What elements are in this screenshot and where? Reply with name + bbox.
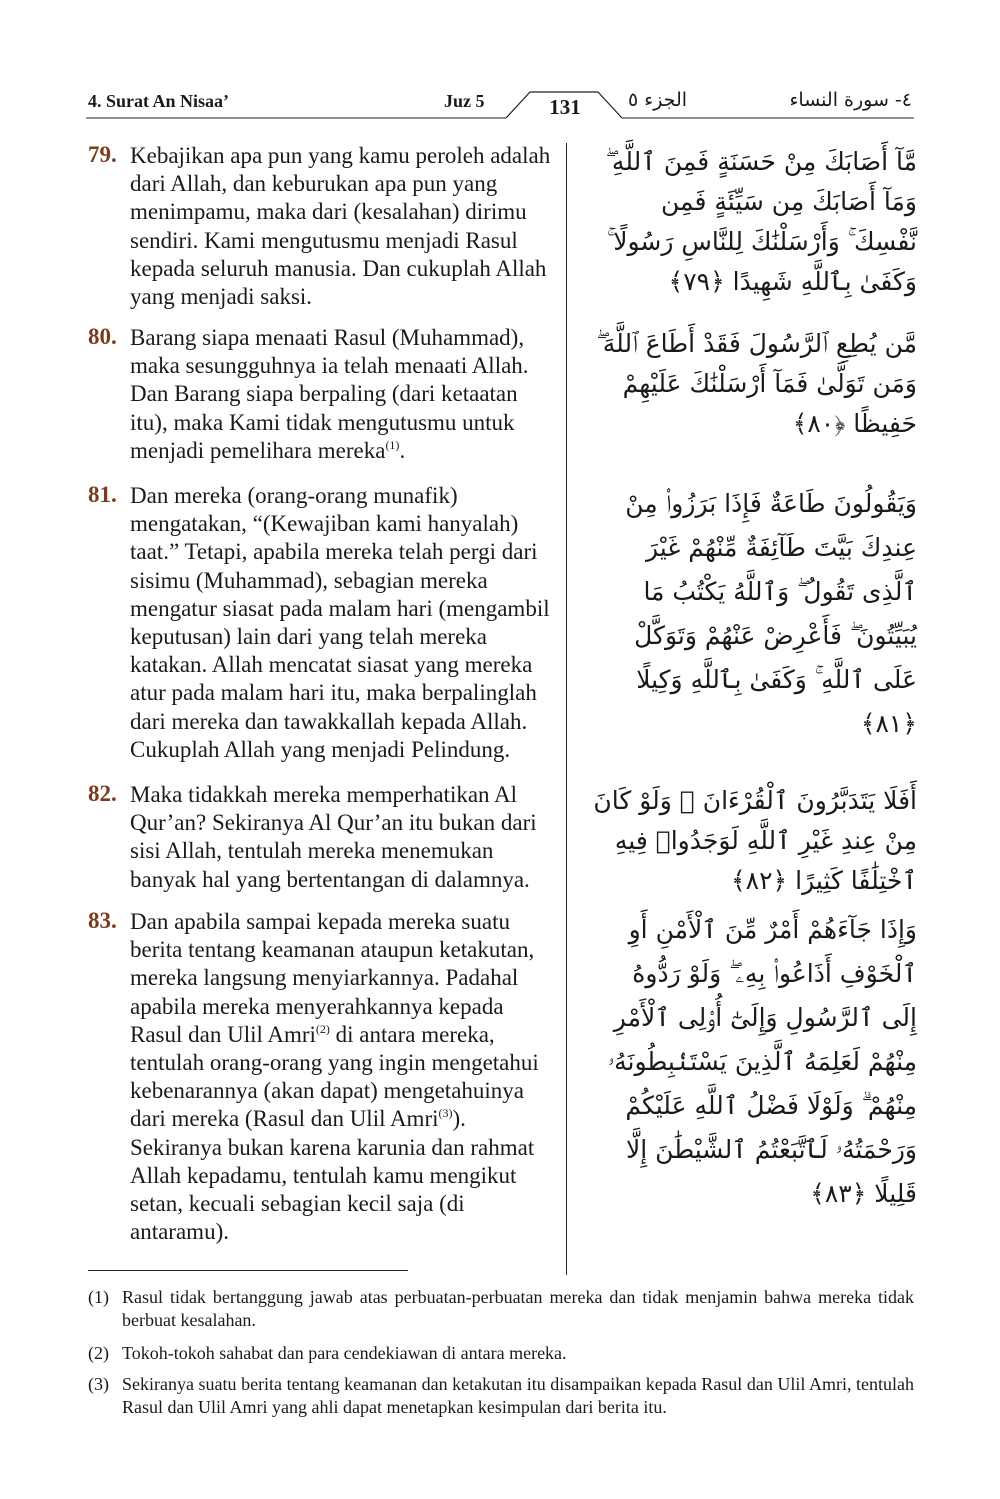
column-divider: [566, 143, 567, 1275]
verse-arabic: مَّن يُطِعِ ٱلرَّسُولَ فَقَدْ أَطَاعَ ٱللَّهَ ۖ وَمَن تَوَلَّىٰ فَمَآ أَرْسَلْنَٰكَ عَلَيْهِمْ حَفِيظًا ﴿٨٠﴾: [596, 329, 917, 438]
verse-translation-end: .: [399, 437, 406, 463]
page-number: 131: [549, 95, 581, 119]
verse-translation-text: Barang siapa menaati Rasul (Muhammad), maka sesungguhnya ia telah menaati Allah. Dan Barang siapa berpaling (dari ketaatan itu), maka Kami tidak mengutusmu untuk menjadi pemelihara mereka: [130, 325, 529, 463]
verse-translation: Kebajikan apa pun yang kamu peroleh adalah dari Allah, dan keburukan apa pun yang menimpamu, maka dari (kesalahan) dirimu sendiri. Kami mengutusmu menjadi Rasul kepada seluruh manusia. Dan cukuplah Allah yang menjadi saksi.: [130, 143, 551, 310]
verse-arabic: وَإِذَا جَآءَهُمْ أَمْرٌ مِّنَ ٱلْأَمْنِ أَوِ ٱلْخَوْفِ أَذَاعُوا۟ بِهِۦ ۖ وَلَوْ رَدُّوهُ إِلَى ٱلرَّسُولِ وَإِلَىٰٓ أُو۟لِى ٱلْأَمْرِ مِنْهُمْ لَعَلِمَهُ ٱلَّذِينَ يَسْتَنۢبِطُونَهُۥ مِنْهُمْ ۗ وَلَوْلَا فَضْلُ ٱللَّهِ عَلَيْكُمْ وَرَحْمَتُهُۥ لَٱتَّبَعْتُمُ ٱلشَّيْطَٰنَ إِلَّا قَلِيلًا ﴿٨٣﴾: [607, 915, 917, 1208]
surah-title-latin: 4. Surat An Nisaa’: [88, 91, 230, 111]
verse-number: 79.: [88, 142, 117, 167]
footnote-separator: [88, 1270, 408, 1271]
verse-arabic: أَفَلَا يَتَدَبَّرُونَ ٱلْقُرْءَانَ ۚ وَلَوْ كَانَ مِنْ عِندِ غَيْرِ ٱللَّهِ لَوَجَدُوا۟ فِيهِ ٱخْتِلَٰفًا كَثِيرًا ﴿٨٢﴾: [593, 786, 917, 895]
footnote-ref-2: (2): [315, 1021, 330, 1036]
footnote-text: Tokoh-tokoh sahabat dan para cendekiawan di antara mereka.: [122, 1343, 567, 1363]
footnote-number: (2): [88, 1343, 109, 1363]
verse-translation-part3: ). Sekiranya bukan karena karunia dan rahmat Allah kepadamu, tentulah kamu mengikut setan, kecuali sebagian kecil saja (di antaramu).: [130, 1106, 535, 1245]
juz-label-latin: Juz 5: [444, 91, 485, 111]
footnote-number: (1): [88, 1287, 109, 1307]
verse-number: 83.: [88, 908, 117, 933]
juz-label-arabic: الجزء ٥: [628, 89, 688, 111]
verse-translation: [130, 324, 560, 465]
verse-arabic: مَّآ أَصَابَكَ مِنْ حَسَنَةٍ فَمِنَ ٱللَّهِ ۖ وَمَآ أَصَابَكَ مِن سَيِّئَةٍ فَمِن نَّفْسِكَ ۚ وَأَرْسَلْنَٰكَ لِلنَّاسِ رَسُولًا ۚ وَكَفَىٰ بِٱللَّهِ شَهِيدًا ﴿٧٩﴾: [605, 147, 917, 296]
footnote-ref-3: (3): [438, 1106, 453, 1121]
verse-translation: Dan mereka (orang-orang munafik) mengatakan, “(Kewajiban kami hanyalah) taat.” Tetapi, apabila mereka telah pergi dari sisimu (Muhammad), sebagian mereka mengatur siasat pada malam hari (mengambil keputusan) lain dari yang telah mereka katakan. Allah mencatat siasat yang mereka atur pada malam hari itu, maka berpalinglah dari mereka dan tawakkallah kepada Allah. Cukuplah Allah yang menjadi Pelindung.: [130, 483, 550, 762]
footnote-ref-1: (1): [385, 437, 400, 452]
footnote-text: Sekiranya suatu berita tentang keamanan dan ketakutan itu disampaikan kepada Rasul dan Ulil Amri, tentulah Rasul dan Ulil Amri yang ahli dapat menetapkan kesimpulan dari berita itu.: [122, 1374, 914, 1417]
verse-translation: Maka tidakkah mereka memperhatikan Al Qur’an? Sekiranya Al Qur’an itu bukan dari sisi Allah, tentulah mereka menemukan banyak hal yang bertentangan di dalamnya.: [130, 782, 537, 892]
verse-number: 81.: [88, 482, 117, 507]
verse-arabic: وَيَقُولُونَ طَاعَةٌ فَإِذَا بَرَزُوا۟ مِنْ عِندِكَ بَيَّتَ طَآئِفَةٌ مِّنْهُمْ غَيْرَ ٱلَّذِى تَقُولُ ۖ وَٱللَّهُ يَكْتُبُ مَا يُبَيِّتُونَ ۖ فَأَعْرِضْ عَنْهُمْ وَتَوَكَّلْ عَلَى ٱللَّهِ ۚ وَكَفَىٰ بِٱللَّهِ وَكِيلًا ﴿٨١﴾: [625, 489, 917, 738]
footnote-number: (3): [88, 1374, 109, 1394]
surah-title-arabic: ٤- سورة النساء: [789, 89, 912, 111]
verse-number: 82.: [88, 781, 117, 806]
page-header: [0, 86, 1000, 126]
verse-translation: [130, 908, 560, 1246]
footnote-text: Rasul tidak bertanggung jawab atas perbuatan-perbuatan mereka dan tidak menjamin bahwa mereka tidak berbuat kesalahan.: [122, 1287, 914, 1330]
verse-number: 80.: [88, 324, 117, 349]
verse-translation-part2: di antara mereka, tentulah orang-orang yang ingin mengetahui kebenarannya (akan dapat) mengetahuinya dari mereka (Rasul dan Ulil Amri: [130, 1021, 539, 1132]
verse-translation-part1: Dan apabila sampai kepada mereka suatu berita tentang keamanan ataupun ketakutan, mereka langsung menyiarkannya. Padahal apabila mereka menyerahkannya kepada Rasul dan Ulil Amri: [130, 909, 535, 1047]
